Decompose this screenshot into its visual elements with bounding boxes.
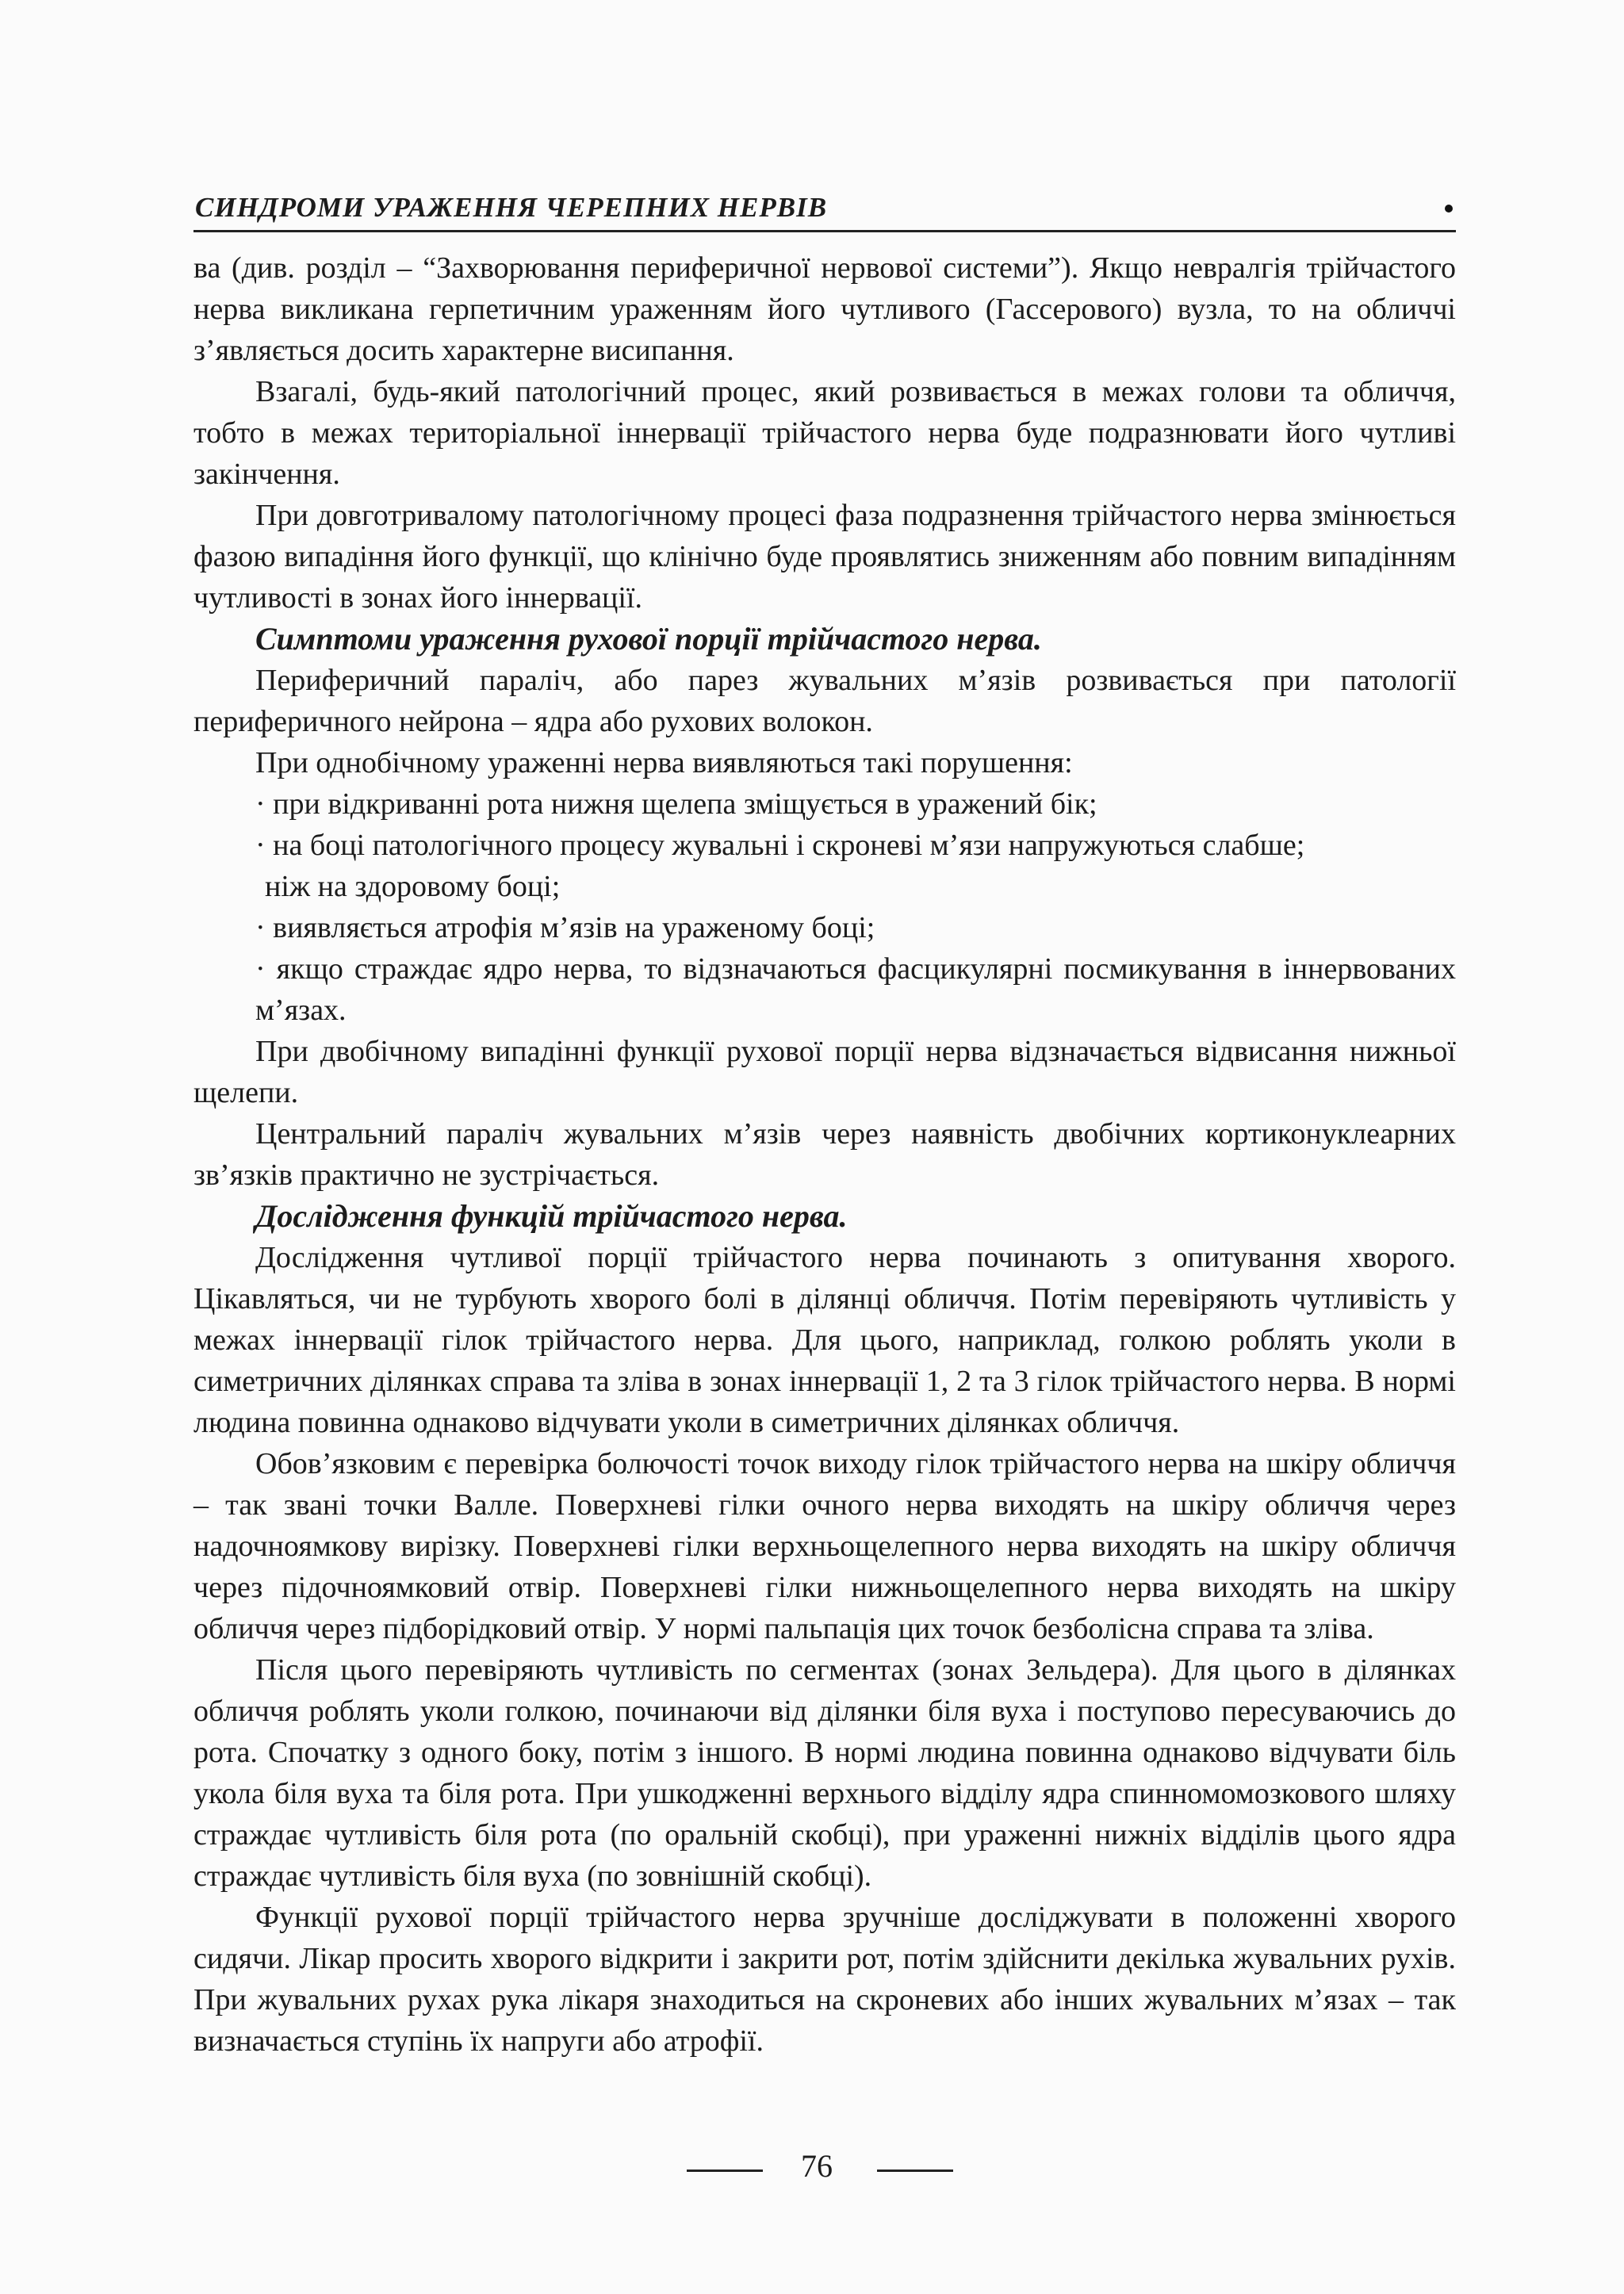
paragraph: Обов’язковим є перевірка болючості точок виходу гілок трійчастого нерва на шкіру обличчя – так звані точки Валле. Поверхневі гілки очного нерва виходять на шкіру обличчя через надочноямкову вирізку. Поверхневі гілки верхньощелепного нерва виходять на шкіру обличчя через підочноямковий отвір. Поверхневі гілки нижньощелепного нерва виходять на шкіру обличчя через підборідковий отвір. У нормі пальпація цих точок безболісна справа та зліва.	[193, 1447, 1456, 1645]
running-header	[193, 189, 1456, 232]
bullet-item: · виявляється атрофія м’язів на ураженому боці;	[255, 911, 875, 944]
page-footer	[0, 2147, 1624, 2192]
paragraph: Взагалі, будь-який патологічний процес, який розвивається в межах голови та обличчя, тобто в межах територіальної іннервації трійчастого нерва буде подразнювати його чутливі закінчення.	[193, 375, 1456, 491]
section-heading: Дослідження функцій трійчастого нерва.	[255, 1198, 848, 1234]
bullet-item: · якщо страждає ядро нерва, то відзначаються фасцикулярні посмикування в іннервованих м’язах.	[255, 952, 1456, 1027]
paragraph: При двобічному випадінні функції рухової порції нерва відзначається відвисання нижньої щелепи.	[193, 1035, 1456, 1109]
page-body	[193, 247, 1456, 2062]
section-heading: Симптоми ураження рухової порції трійчастого нерва.	[255, 621, 1042, 657]
paragraph: Функції рухової порції трійчастого нерва зручніше досліджувати в положенні хворого сидячи. Лікар просить хворого відкрити і закрити рот, потім здійснити декілька жувальних рухів. При жувальних рухах рука лікаря знаходиться на скроневих або інших жувальних м’язах – так визначається ступінь їх напруги або атрофії.	[193, 1901, 1456, 2058]
bullet-item: · при відкриванні рота нижня щелепа зміщується в уражений бік;	[255, 787, 1097, 821]
running-header-title: СИНДРОМИ УРАЖЕННЯ ЧЕРЕПНИХ НЕРВІВ	[195, 192, 828, 223]
paragraph: Після цього перевіряють чутливість по сегментах (зонах Зельдера). Для цього в ділянках обличчя роблять уколи голкою, починаючи від ділянки біля вуха і поступово пересуваючись до рота. Спочатку з одного боку, потім з іншого. В нормі людина повинна однаково відчувати біль укола біля вуха та біля рота. При ушкодженні верхнього відділу ядра спинномомозкового шляху страждає чутливість біля рота (по оральній скобці), при ураженні нижніх відділів цього ядра страждає чутливість біля вуха (по зовнішній скобці).	[193, 1653, 1456, 1893]
bullet-item-continuation: ніж на здоровому боці;	[265, 870, 561, 903]
paragraph: ва (див. розділ – “Захворювання периферичної нервової системи”). Якщо невралгія трійчастого нерва викликана герпетичним ураженням його чутливого (Гассерового) вузла, то на обличчі з’являється досить характерне висипання.	[193, 251, 1456, 367]
footer-rule-right	[877, 2170, 953, 2172]
paragraph: При однобічному ураженні нерва виявляються такі порушення:	[255, 746, 1073, 779]
header-bullet-dot	[1445, 205, 1453, 213]
paragraph: Дослідження чутливої порції трійчастого нерва починають з опитування хворого. Цікавляться, чи не турбують хворого болі в ділянці обличчя. Потім перевіряють чутливість у межах іннервації гілок трійчастого нерва. Для цього, наприклад, голкою роблять уколи в симетричних ділянках справа та зліва в зонах іннервації 1, 2 та 3 гілок трійчастого нерва. В нормі людина повинна однаково відчувати уколи в симетричних ділянках обличчя.	[193, 1241, 1456, 1439]
paragraph: Периферичний параліч, або парез жувальних м’язів розвивається при патології периферичного нейрона – ядра або рухових волокон.	[193, 664, 1456, 738]
page-number: 76	[801, 2148, 833, 2184]
bullet-item: · на боці патологічного процесу жувальні і скроневі м’язи напружуються слабше;	[255, 829, 1305, 862]
paragraph: Центральний параліч жувальних м’язів через наявність двобічних кортиконуклеарних зв’язків практично не зустрічається.	[193, 1117, 1456, 1192]
footer-rule-left	[687, 2170, 763, 2172]
paragraph: При довготривалому патологічному процесі фаза подразнення трійчастого нерва змінюється фазою випадіння його функції, що клінічно буде проявлятись зниженням або повним випадінням чутливості в зонах його іннервації.	[193, 499, 1456, 615]
